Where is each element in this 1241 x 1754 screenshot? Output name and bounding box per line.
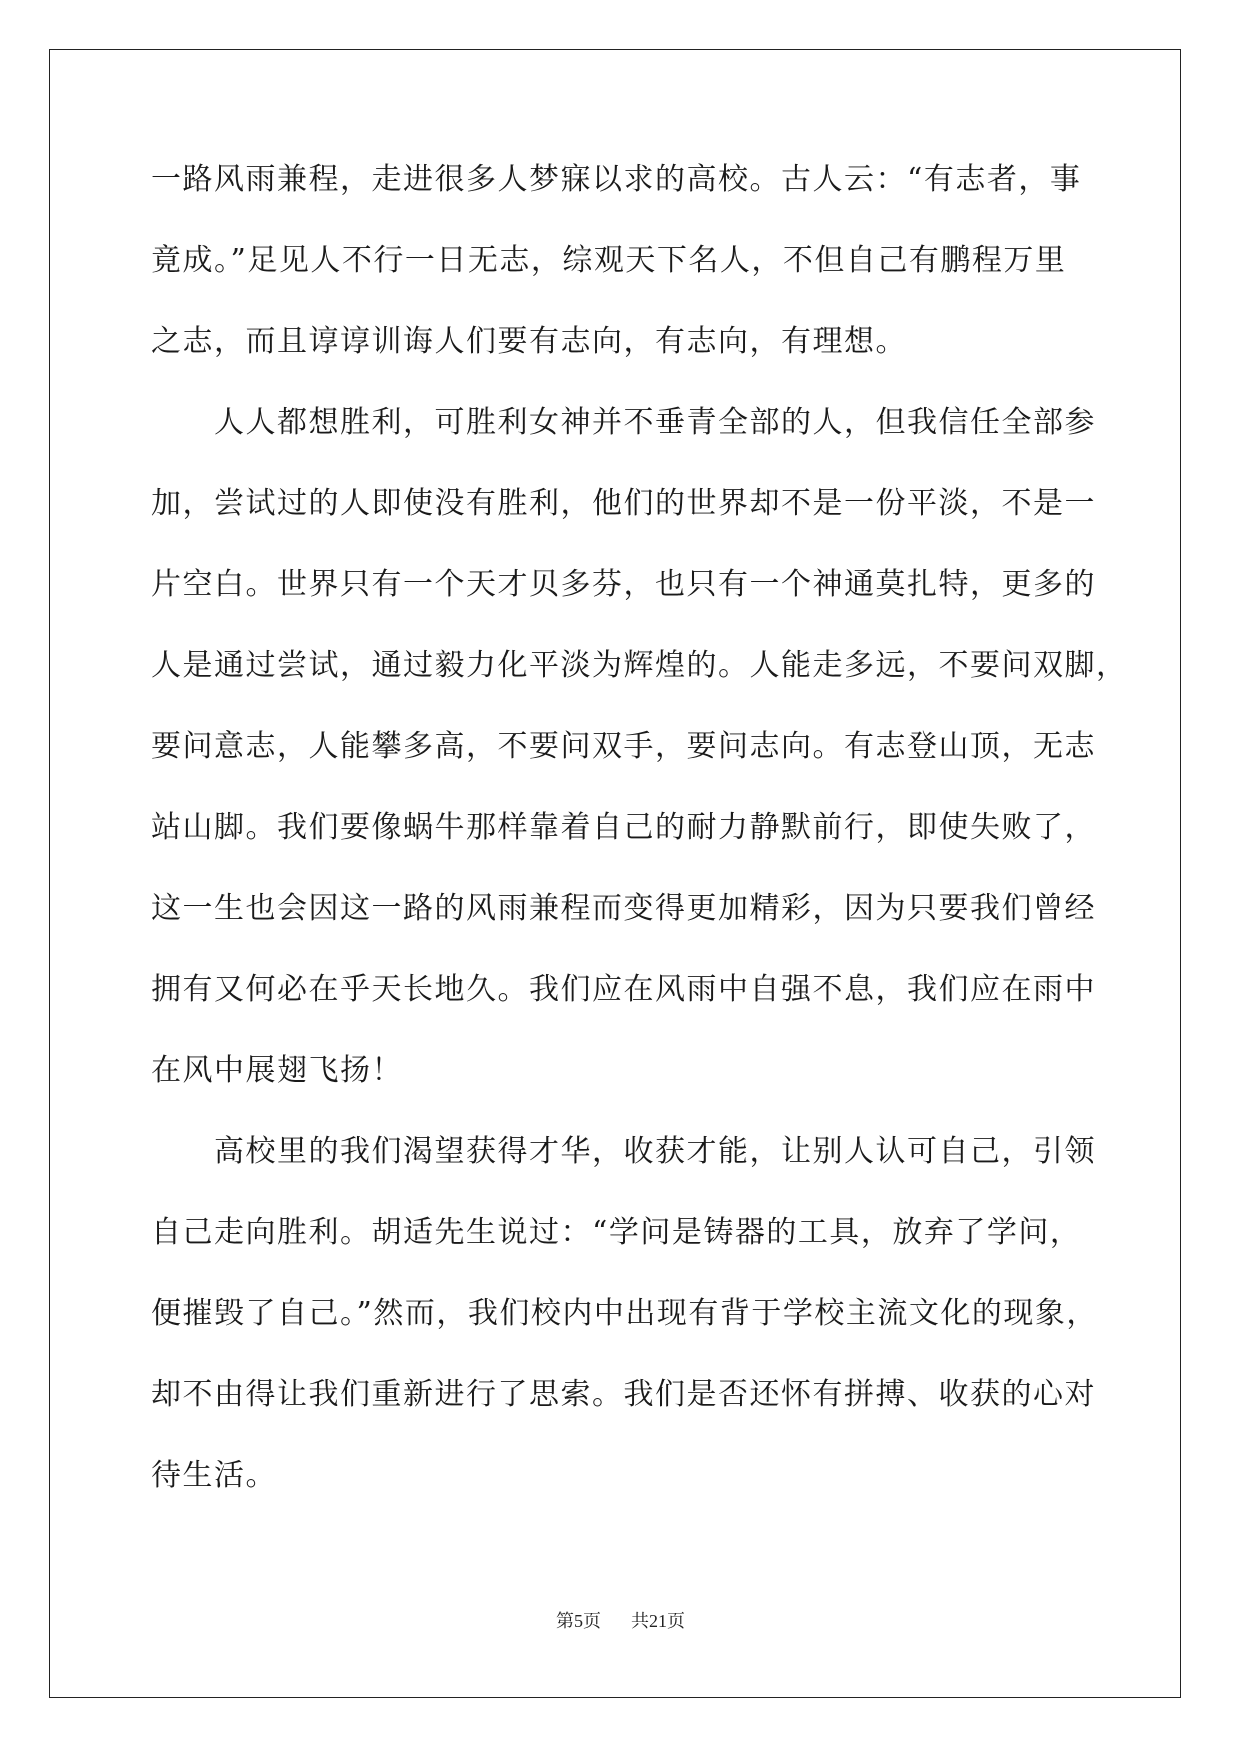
text-line: 加，尝试过的人即使没有胜利，他们的世界却不是一份平淡，不是一	[151, 486, 1096, 521]
text-line: 高校里的我们渴望获得才华，收获才能，让别人认可自己，引领	[151, 1134, 1096, 1169]
text-line: 一路风雨兼程，走进很多人梦寐以求的高校。古人云：“有志者，事	[151, 162, 1082, 197]
text-line: 在风中展翅飞扬！	[151, 1053, 403, 1088]
text-line: 自己走向胜利。胡适先生说过：“学问是铸器的工具，放弃了学问，	[151, 1215, 1082, 1250]
text-line: 要问意志，人能攀多高，不要问双手，要问志向。有志登山顶，无志	[151, 729, 1096, 764]
text-line: 人人都想胜利，可胜利女神并不垂青全部的人，但我信任全部参	[151, 405, 1096, 440]
text-line: 便摧毁了自己。”然而，我们校内中出现有背于学校主流文化的现象，	[151, 1296, 1098, 1331]
page-total: 共21页	[631, 1611, 685, 1631]
text-line: 片空白。世界只有一个天才贝多芬，也只有一个神通莫扎特，更多的	[151, 567, 1096, 602]
text-line: 却不由得让我们重新进行了思索。我们是否还怀有拼搏、收获的心对	[151, 1377, 1096, 1412]
text-line: 这一生也会因这一路的风雨兼程而变得更加精彩，因为只要我们曾经	[151, 891, 1096, 926]
page-footer	[0, 1607, 1241, 1633]
text-line: 待生活。	[151, 1458, 277, 1493]
text-line: 拥有又何必在乎天长地久。我们应在风雨中自强不息，我们应在雨中	[151, 972, 1096, 1007]
text-line: 人是通过尝试，通过毅力化平淡为辉煌的。人能走多远，不要问双脚，	[151, 648, 1128, 683]
text-line: 之志，而且谆谆训诲人们要有志向，有志向，有理想。	[151, 324, 907, 359]
text-line: 竟成。”足见人不行一日无志，综观天下名人，不但自己有鹏程万里	[151, 243, 1067, 278]
document-body	[151, 150, 1128, 1527]
text-line: 站山脚。我们要像蜗牛那样靠着自己的耐力静默前行，即使失败了，	[151, 810, 1096, 845]
page-number: 第5页	[556, 1611, 601, 1631]
